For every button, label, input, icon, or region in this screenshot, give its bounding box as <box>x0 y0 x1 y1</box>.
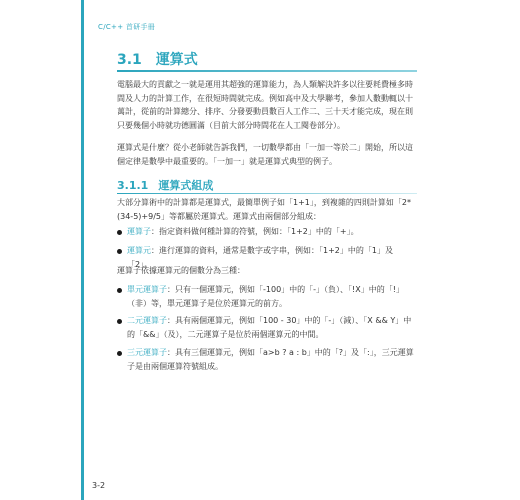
term-ternary-operator: 三元運算子 <box>127 348 167 357</box>
term-operator: 運算子 <box>127 227 151 236</box>
bullet-dot-icon <box>117 288 122 293</box>
subsection-heading <box>117 177 213 193</box>
bullet-dot-icon <box>117 230 122 235</box>
definition-operand: ：進行運算的資料，通常是數字或字串，例如：「1+2」中的「1」及「2」。 <box>127 246 393 269</box>
definition-ternary-operator: ：具有三個運算元，例如「a>b ? a : b」中的「?」及「:」，三元運算子是由兩個運算符號組成。 <box>127 348 414 371</box>
definition-operator: ：指定資料做何種計算的符號，例如：「1+2」中的「+」。 <box>151 227 359 236</box>
left-accent-bar <box>81 0 84 500</box>
bullet-dot-icon <box>117 319 122 324</box>
paragraph-what-is-expression: 運算式是什麼？從小老師就告訴我們，一切數學都由「一加一等於二」開始，所以這個定律是數學中最重要的。「一加一」就是運算式典型的例子。 <box>117 143 413 166</box>
section-number: 3.1 <box>117 52 142 68</box>
list-item-binary-operator <box>117 314 415 341</box>
term-operand: 運算元 <box>127 246 151 255</box>
subsection-number: 3.1.1 <box>117 179 149 192</box>
section-heading <box>117 49 198 69</box>
subsection-title-rule <box>117 193 417 194</box>
list-item-unary-operator <box>117 283 415 310</box>
paragraph-expression-composition: 大部分算術中的計算都是運算式，最簡單例子如「1+1」，到複雜的四則計算如「2*(34-5)+9/5」等都屬於運算式。運算式由兩個部分組成： <box>117 198 411 221</box>
running-header: C/C++ 首研手冊 <box>98 23 156 31</box>
list-item-operator <box>117 225 415 239</box>
section-title: 運算式 <box>155 52 198 68</box>
page-number: 3-2 <box>92 481 106 490</box>
term-binary-operator: 二元運算子 <box>127 316 167 325</box>
section-title-rule <box>117 70 417 72</box>
paragraph-intro: 電腦最大的貢獻之一就是運用其超強的運算能力，為人類解決許多以往要耗費極多時間及人力的計算工作，在很短時間就完成。例如高中及大學聯考，參加人數動輒以十萬計，從前的計算總分、排序、分發要動員數百人工作二、三十天才能完成，現在則只要幾個小時就功德圓滿（目前大部分時間花在人工閱卷部分）。 <box>117 80 413 130</box>
bullet-dot-icon <box>117 351 122 356</box>
list-item-ternary-operator <box>117 346 415 373</box>
term-unary-operator: 單元運算子 <box>127 285 167 294</box>
subsection-title: 運算式組成 <box>158 179 214 192</box>
bullet-dot-icon <box>117 249 122 254</box>
definition-binary-operator: ：具有兩個運算元，例如「100 - 30」中的「-」（減）、「X && Y」中的「&&」（及），二元運算子是位於兩個運算元的中間。 <box>127 316 412 339</box>
paragraph-operator-types: 運算子依據運算元的個數分為三種： <box>117 266 245 275</box>
definition-unary-operator: ：只有一個運算元，例如「-100」中的「-」（負）、「!X」中的「!」（非）等，單元運算子是位於運算元的前方。 <box>127 285 404 308</box>
